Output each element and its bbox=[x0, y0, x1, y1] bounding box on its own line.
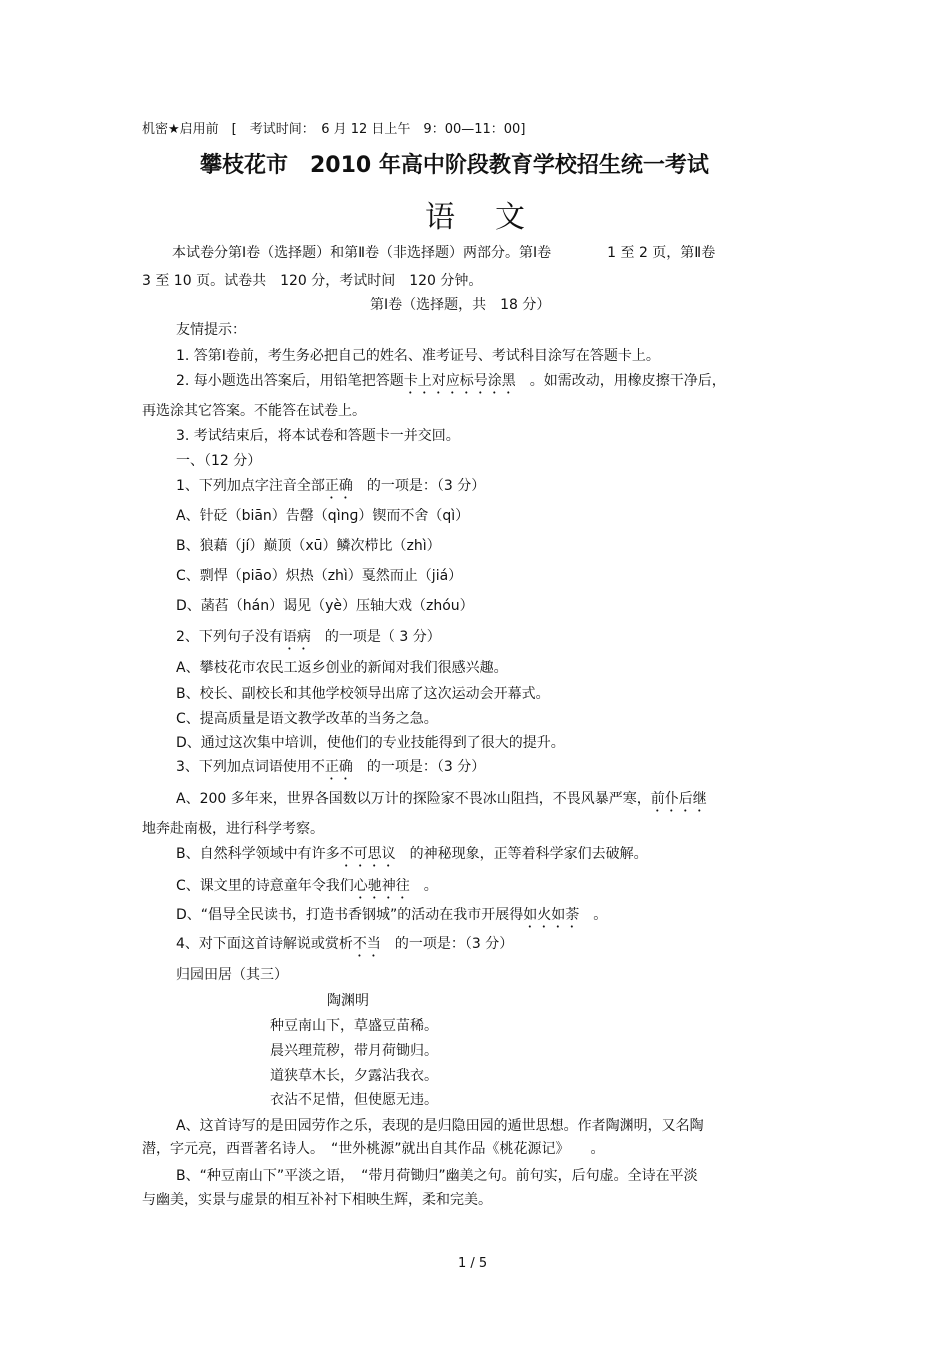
part1-heading: 第Ⅰ卷（选择题，共 18 分） bbox=[370, 297, 551, 313]
confidential-header: 机密★启用前 [ 考试时间： 6 月 12 日上午 9：00—11：00] bbox=[142, 122, 526, 137]
poem-title: 归园田居（其三） bbox=[176, 967, 288, 983]
q3-d-dotted: 如火如荼 bbox=[523, 907, 580, 923]
intro-line-1: 本试卷分第Ⅰ卷（选择题）和第Ⅱ卷（非选择题）两部分。第Ⅰ卷 1 至 2 页，第Ⅱ卷 bbox=[172, 245, 716, 261]
q4-stem-dotted: 不当 bbox=[352, 936, 381, 952]
q4-option-a-line-1: A、这首诗写的是田园劳作之乐，表现的是归隐田园的遁世思想。作者陶渊明，又名陶 bbox=[176, 1118, 704, 1134]
q3-option-a-line-2: 地奔赴南极，进行科学考察。 bbox=[142, 821, 324, 837]
intro-line-2: 3 至 10 页。试卷共 120 分，考试时间 120 分钟。 bbox=[142, 273, 483, 289]
q1-stem-pre: 1、下列加点字注音全部 bbox=[176, 478, 325, 494]
tip-1: 1. 答第Ⅰ卷前，考生务必把自己的姓名、准考证号、考试科目涂写在答题卡上。 bbox=[176, 348, 660, 364]
q2-stem-pre: 2、下列句子没有 bbox=[176, 629, 283, 645]
q2-option-c: C、提高质量是语文教学改革的当务之急。 bbox=[176, 711, 438, 727]
q3-c-dotted: 心驰神往 bbox=[353, 878, 410, 894]
tip-3: 3. 考试结束后，将本试卷和答题卡一并交回。 bbox=[176, 428, 460, 444]
exam-title: 攀枝花市 2010 年高中阶段教育学校招生统一考试 bbox=[200, 153, 709, 178]
q3-b-dotted: 不可思议 bbox=[339, 846, 396, 862]
q3-b-pre: B、自然科学领域中有许多 bbox=[176, 846, 340, 862]
q3-stem-dotted: 正确 bbox=[324, 759, 353, 775]
q1-stem bbox=[176, 477, 485, 502]
q3-a-dotted: 前仆后继 bbox=[650, 791, 707, 807]
page-number: 1 / 5 bbox=[458, 1256, 488, 1271]
q3-d-post: 。 bbox=[579, 907, 608, 923]
q4-stem-post: 的一项是：（3 分） bbox=[380, 936, 514, 952]
tip-2-pre: 2. 每小题选出答案后，用铅笔把答题 bbox=[176, 373, 404, 389]
section-1-heading: 一、（12 分） bbox=[176, 453, 262, 469]
poem-line: 衣沾不足惜，但使愿无违。 bbox=[270, 1092, 438, 1108]
tip-2-cont: 再选涂其它答案。不能答在试卷上。 bbox=[142, 403, 366, 419]
q2-option-a: A、攀枝花市农民工返乡创业的新闻对我们很感兴趣。 bbox=[176, 660, 508, 676]
tip-2 bbox=[176, 372, 726, 397]
q3-a-pre: A、200 多年来，世界各国数以万计的探险家不畏冰山阻挡，不畏风暴严寒， bbox=[176, 791, 651, 807]
poem-line: 晨兴理荒秽，带月荷锄归。 bbox=[270, 1043, 438, 1059]
q4-stem bbox=[176, 935, 513, 960]
q3-c-post: 。 bbox=[409, 878, 438, 894]
tip-2-post: 。如需改动，用橡皮擦干净后， bbox=[515, 373, 726, 389]
q2-option-d: D、通过这次集中培训，使他们的专业技能得到了很大的提升。 bbox=[176, 735, 565, 751]
q1-option-b: B、狼藉（jí）巅顶（xū）鳞次栉比（zhì） bbox=[176, 538, 441, 554]
q1-stem-post: 的一项是：（3 分） bbox=[352, 478, 486, 494]
q2-stem-dotted: 语病 bbox=[282, 629, 311, 645]
q4-option-b-line-1: B、“种豆南山下”平淡之语， “带月荷锄归”幽美之句。前句实，后句虚。全诗在平淡 bbox=[176, 1168, 698, 1184]
q3-c-pre: C、课文里的诗意童年令我们 bbox=[176, 878, 354, 894]
q2-option-b: B、校长、副校长和其他学校领导出席了这次运动会开幕式。 bbox=[176, 686, 550, 702]
q3-stem bbox=[176, 758, 485, 783]
q1-stem-dotted: 正确 bbox=[324, 478, 353, 494]
q3-option-a-line-1 bbox=[176, 790, 707, 815]
poem-author: 陶渊明 bbox=[327, 993, 369, 1009]
q3-option-c bbox=[176, 877, 438, 902]
q3-stem-pre: 3、下列加点词语使用不 bbox=[176, 759, 325, 775]
q4-option-b-line-2: 与幽美，实景与虚景的相互补衬下相映生辉，柔和完美。 bbox=[142, 1192, 492, 1208]
q3-option-d bbox=[176, 906, 607, 931]
poem-line: 道狭草木长，夕露沾我衣。 bbox=[270, 1068, 438, 1084]
poem-line: 种豆南山下，草盛豆苗稀。 bbox=[270, 1018, 438, 1034]
q1-option-d: D、菡萏（hán）谒见（yè）压轴大戏（zhóu） bbox=[176, 598, 474, 614]
q4-option-a-line-2: 潜，字元亮，西晋著名诗人。 “世外桃源”就出自其作品《桃花源记》 。 bbox=[142, 1141, 605, 1157]
tips-heading: 友情提示： bbox=[176, 322, 246, 338]
q4-stem-pre: 4、对下面这首诗解说或赏析 bbox=[176, 936, 353, 952]
tip-2-dotted: 卡上对应标号涂黑 bbox=[403, 373, 516, 389]
q3-stem-post: 的一项是：（3 分） bbox=[352, 759, 486, 775]
q1-option-a: A、针砭（biān）告罄（qìnɡ）锲而不舍（qì） bbox=[176, 508, 470, 524]
subject-title: 语文 bbox=[425, 200, 565, 235]
q3-b-post: 的神秘现象，正等着科学家们去破解。 bbox=[395, 846, 648, 862]
q3-option-b bbox=[176, 845, 648, 870]
q2-stem bbox=[176, 628, 441, 653]
q2-stem-post: 的一项是（ 3 分） bbox=[310, 629, 441, 645]
q1-option-c: C、剽悍（piāo）炽热（zhì）戛然而止（jiá） bbox=[176, 568, 463, 584]
q3-d-pre: D、“倡导全民读书，打造书香钢城”的活动在我市开展得 bbox=[176, 907, 524, 923]
